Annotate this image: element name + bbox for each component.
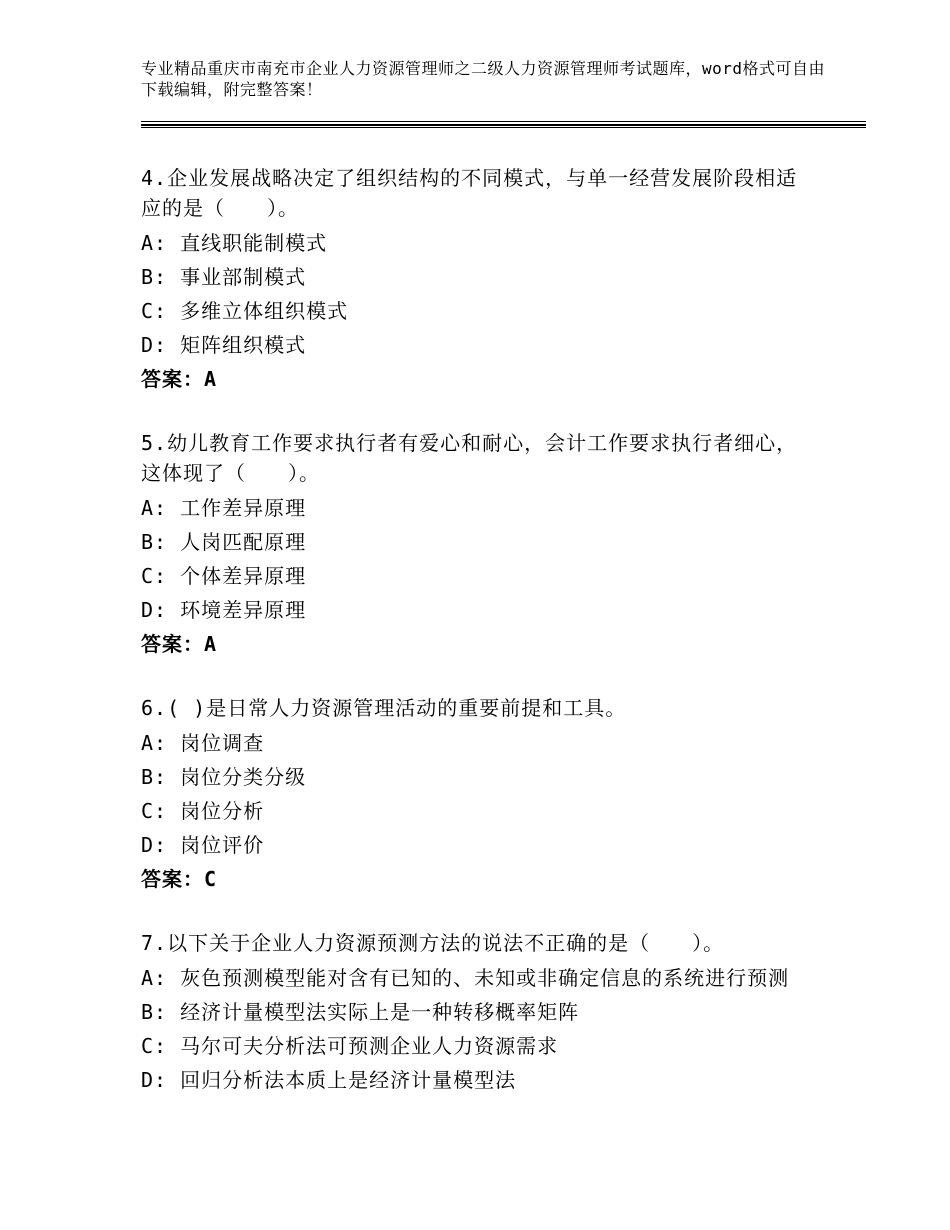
option-d: D: 回归分析法本质上是经济计量模型法 bbox=[141, 1068, 517, 1092]
option-b: B: 人岗匹配原理 bbox=[141, 530, 307, 554]
answer: 答案：C bbox=[141, 867, 218, 891]
header-divider-line bbox=[141, 124, 866, 126]
option-a: A: 灰色预测模型能对含有已知的、未知或非确定信息的系统进行预测 bbox=[141, 966, 790, 990]
option-b: B: 岗位分类分级 bbox=[141, 765, 307, 789]
question-text: 5.幼儿教育工作要求执行者有爱心和耐心，会计工作要求执行者细心，这体现了（ ）。 bbox=[141, 431, 798, 485]
option-d: D: 岗位评价 bbox=[141, 833, 265, 857]
question-4 bbox=[141, 163, 861, 396]
document-header: 专业精品重庆市南充市企业人力资源管理师之二级人力资源管理师考试题库，word格式可自由下载编辑，附完整答案！ bbox=[141, 59, 826, 99]
option-c: C: 岗位分析 bbox=[141, 799, 265, 823]
answer: 答案：A bbox=[141, 367, 218, 391]
option-c: C: 马尔可夫分析法可预测企业人力资源需求 bbox=[141, 1034, 559, 1058]
option-b: B: 经济计量模型法实际上是一种转移概率矩阵 bbox=[141, 1000, 580, 1024]
option-a: A: 直线职能制模式 bbox=[141, 231, 328, 255]
option-c: C: 多维立体组织模式 bbox=[141, 299, 349, 323]
option-c: C: 个体差异原理 bbox=[141, 564, 307, 588]
answer: 答案：A bbox=[141, 632, 218, 656]
header-divider-line bbox=[141, 121, 866, 122]
option-b: B: 事业部制模式 bbox=[141, 265, 307, 289]
option-a: A: 工作差异原理 bbox=[141, 496, 307, 520]
question-text: 7.以下关于企业人力资源预测方法的说法不正确的是（ ）。 bbox=[141, 931, 725, 955]
header-divider-line bbox=[141, 127, 866, 128]
question-7 bbox=[141, 928, 861, 1097]
question-text: 4.企业发展战略决定了组织结构的不同模式，与单一经营发展阶段相适应的是（ ）。 bbox=[141, 166, 798, 220]
question-6 bbox=[141, 693, 861, 896]
option-d: D: 矩阵组织模式 bbox=[141, 333, 307, 357]
question-text: 6.( )是日常人力资源管理活动的重要前提和工具。 bbox=[141, 696, 627, 720]
question-5 bbox=[141, 428, 861, 661]
option-a: A: 岗位调查 bbox=[141, 731, 265, 755]
question-list bbox=[141, 163, 861, 1129]
option-d: D: 环境差异原理 bbox=[141, 598, 307, 622]
